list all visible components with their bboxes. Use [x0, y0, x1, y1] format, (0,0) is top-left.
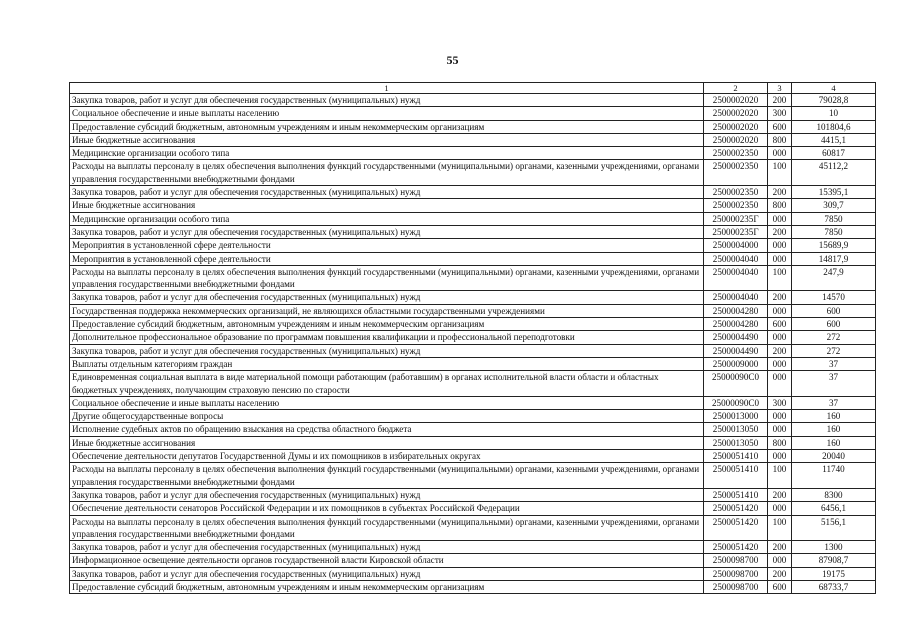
row-amount-cell: 600: [792, 304, 876, 317]
row-code-cell: 25000090С0: [704, 396, 768, 409]
row-vr-cell: 100: [768, 463, 792, 489]
row-amount-cell: 5156,1: [792, 515, 876, 541]
row-vr-cell: 000: [768, 212, 792, 225]
row-vr-cell: 000: [768, 357, 792, 370]
row-name-cell: Закупка товаров, работ и услуг для обеспечения государственных (муниципальных) нужд: [70, 541, 704, 554]
row-code-cell: 250000235Г: [704, 225, 768, 238]
row-vr-cell: 000: [768, 239, 792, 252]
table-row: [70, 304, 876, 317]
table-row: [70, 396, 876, 409]
table-row: [70, 344, 876, 357]
row-code-cell: 2500004040: [704, 265, 768, 291]
table-row: [70, 318, 876, 331]
table-row: [70, 225, 876, 238]
row-vr-cell: 000: [768, 410, 792, 423]
row-code-cell: 2500002020: [704, 120, 768, 133]
row-name-cell: Медицинские организации особого типа: [70, 147, 704, 160]
row-name-cell: Закупка товаров, работ и услуг для обеспечения государственных (муниципальных) нужд: [70, 344, 704, 357]
row-vr-cell: 000: [768, 450, 792, 463]
row-name-cell: Обеспечение деятельности депутатов Государственной Думы и их помощников в избирательных округах: [70, 450, 704, 463]
row-code-cell: 2500051420: [704, 541, 768, 554]
row-amount-cell: 79028,8: [792, 94, 876, 107]
row-name-cell: Выплаты отдельным категориям граждан: [70, 357, 704, 370]
table-row: [70, 436, 876, 449]
row-amount-cell: 272: [792, 331, 876, 344]
row-name-cell: Дополнительное профессиональное образование по программам повышения квалификации и профессиональной переподготовки: [70, 331, 704, 344]
row-code-cell: 2500013050: [704, 436, 768, 449]
row-amount-cell: 160: [792, 423, 876, 436]
row-amount-cell: 7850: [792, 212, 876, 225]
row-amount-cell: 15689,9: [792, 239, 876, 252]
row-amount-cell: 6456,1: [792, 502, 876, 515]
row-amount-cell: 10: [792, 107, 876, 120]
row-amount-cell: 600: [792, 318, 876, 331]
row-name-cell: Расходы на выплаты персоналу в целях обеспечения выполнения функций государственными (муниципальными) органами, казенными учреждениями, органами управления государственными внебюджетными фондами: [70, 515, 704, 541]
row-name-cell: Государственная поддержка некоммерческих организаций, не являющихся областными государственными учреждениями: [70, 304, 704, 317]
row-vr-cell: 100: [768, 515, 792, 541]
table-row: [70, 186, 876, 199]
table-row: [70, 160, 876, 186]
row-name-cell: Мероприятия в установленной сфере деятельности: [70, 252, 704, 265]
row-amount-cell: 37: [792, 357, 876, 370]
row-vr-cell: 000: [768, 331, 792, 344]
table-row: [70, 515, 876, 541]
row-code-cell: 2500098700: [704, 567, 768, 580]
row-amount-cell: 160: [792, 436, 876, 449]
budget-table: [69, 82, 876, 594]
table-row: [70, 357, 876, 370]
table-row: [70, 580, 876, 593]
row-name-cell: Иные бюджетные ассигнования: [70, 199, 704, 212]
row-code-cell: 2500009000: [704, 357, 768, 370]
row-vr-cell: 100: [768, 265, 792, 291]
row-code-cell: 2500004000: [704, 239, 768, 252]
row-code-cell: 2500002020: [704, 107, 768, 120]
row-name-cell: Расходы на выплаты персоналу в целях обеспечения выполнения функций государственными (муниципальными) органами, казенными учреждениями, органами управления государственными внебюджетными фондами: [70, 265, 704, 291]
row-name-cell: Другие общегосударственные вопросы: [70, 410, 704, 423]
row-amount-cell: 101804,6: [792, 120, 876, 133]
header-col-name: 1: [70, 83, 704, 94]
row-code-cell: 2500004280: [704, 304, 768, 317]
row-name-cell: Закупка товаров, работ и услуг для обеспечения государственных (муниципальных) нужд: [70, 567, 704, 580]
table-row: [70, 120, 876, 133]
row-code-cell: 25000090С0: [704, 371, 768, 397]
row-name-cell: Информационное освещение деятельности органов государственной власти Кировской области: [70, 554, 704, 567]
table-row: [70, 107, 876, 120]
table-row: [70, 410, 876, 423]
row-amount-cell: 14817,9: [792, 252, 876, 265]
row-amount-cell: 272: [792, 344, 876, 357]
row-vr-cell: 100: [768, 160, 792, 186]
row-name-cell: Исполнение судебных актов по обращению взыскания на средства областного бюджета: [70, 423, 704, 436]
table-row: [70, 291, 876, 304]
row-amount-cell: 37: [792, 371, 876, 397]
table-row: [70, 423, 876, 436]
table-header-row: [70, 83, 876, 94]
table-row: [70, 331, 876, 344]
row-name-cell: Закупка товаров, работ и услуг для обеспечения государственных (муниципальных) нужд: [70, 225, 704, 238]
row-code-cell: 2500002350: [704, 147, 768, 160]
row-code-cell: 2500051420: [704, 515, 768, 541]
row-name-cell: Закупка товаров, работ и услуг для обеспечения государственных (муниципальных) нужд: [70, 291, 704, 304]
table-row: [70, 133, 876, 146]
row-code-cell: 2500002350: [704, 186, 768, 199]
row-amount-cell: 60817: [792, 147, 876, 160]
row-vr-cell: 800: [768, 133, 792, 146]
table-body: [70, 94, 876, 594]
header-col-amount: 4: [792, 83, 876, 94]
row-vr-cell: 000: [768, 502, 792, 515]
row-name-cell: Предоставление субсидий бюджетным, автономным учреждениям и иным некоммерческим организациям: [70, 318, 704, 331]
row-amount-cell: 7850: [792, 225, 876, 238]
row-vr-cell: 200: [768, 186, 792, 199]
header-col-vr: 3: [768, 83, 792, 94]
row-code-cell: 2500004040: [704, 252, 768, 265]
table-row: [70, 252, 876, 265]
row-vr-cell: 600: [768, 580, 792, 593]
row-name-cell: Закупка товаров, работ и услуг для обеспечения государственных (муниципальных) нужд: [70, 94, 704, 107]
table-row: [70, 554, 876, 567]
row-amount-cell: 15395,1: [792, 186, 876, 199]
row-code-cell: 250000235Г: [704, 212, 768, 225]
row-name-cell: Единовременная социальная выплата в виде материальной помощи работающим (работавшим) в органах исполнительной власти области и областных бюджетных учреждениях, получающим страховую пенсию по старости: [70, 371, 704, 397]
table-row: [70, 567, 876, 580]
row-name-cell: Иные бюджетные ассигнования: [70, 133, 704, 146]
row-vr-cell: 000: [768, 147, 792, 160]
row-code-cell: 2500098700: [704, 554, 768, 567]
row-vr-cell: 200: [768, 291, 792, 304]
row-vr-cell: 200: [768, 225, 792, 238]
table-row: [70, 239, 876, 252]
row-code-cell: 2500004490: [704, 344, 768, 357]
table-row: [70, 371, 876, 397]
row-name-cell: Расходы на выплаты персоналу в целях обеспечения выполнения функций государственными (муниципальными) органами, казенными учреждениями, органами управления государственными внебюджетными фондами: [70, 160, 704, 186]
table-row: [70, 488, 876, 501]
row-name-cell: Медицинские организации особого типа: [70, 212, 704, 225]
row-name-cell: Предоставление субсидий бюджетным, автономным учреждениям и иным некоммерческим организациям: [70, 120, 704, 133]
row-amount-cell: 4415,1: [792, 133, 876, 146]
table-row: [70, 94, 876, 107]
table-row: [70, 147, 876, 160]
row-amount-cell: 8300: [792, 488, 876, 501]
row-code-cell: 2500098700: [704, 580, 768, 593]
row-vr-cell: 200: [768, 94, 792, 107]
row-vr-cell: 800: [768, 436, 792, 449]
row-name-cell: Иные бюджетные ассигнования: [70, 436, 704, 449]
table-row: [70, 450, 876, 463]
row-vr-cell: 300: [768, 107, 792, 120]
row-amount-cell: 68733,7: [792, 580, 876, 593]
table-row: [70, 541, 876, 554]
table-row: [70, 212, 876, 225]
row-amount-cell: 19175: [792, 567, 876, 580]
row-code-cell: 2500002020: [704, 94, 768, 107]
row-vr-cell: 300: [768, 396, 792, 409]
row-vr-cell: 000: [768, 304, 792, 317]
row-amount-cell: 247,9: [792, 265, 876, 291]
row-vr-cell: 600: [768, 318, 792, 331]
row-code-cell: 2500002350: [704, 199, 768, 212]
row-name-cell: Социальное обеспечение и иные выплаты населению: [70, 396, 704, 409]
row-vr-cell: 000: [768, 252, 792, 265]
row-amount-cell: 87908,7: [792, 554, 876, 567]
table-row: [70, 502, 876, 515]
row-code-cell: 2500004040: [704, 291, 768, 304]
row-amount-cell: 20040: [792, 450, 876, 463]
row-vr-cell: 200: [768, 488, 792, 501]
row-name-cell: Расходы на выплаты персоналу в целях обеспечения выполнения функций государственными (муниципальными) органами, казенными учреждениями, органами управления государственными внебюджетными фондами: [70, 463, 704, 489]
row-code-cell: 2500002020: [704, 133, 768, 146]
row-code-cell: 2500051410: [704, 450, 768, 463]
row-name-cell: Обеспечение деятельности сенаторов Российской Федерации и их помощников в субъектах Российской Федерации: [70, 502, 704, 515]
row-code-cell: 2500013050: [704, 423, 768, 436]
row-code-cell: 2500051410: [704, 488, 768, 501]
row-amount-cell: 160: [792, 410, 876, 423]
table-row: [70, 463, 876, 489]
header-col-code: 2: [704, 83, 768, 94]
row-name-cell: Мероприятия в установленной сфере деятельности: [70, 239, 704, 252]
page-number: 55: [446, 53, 459, 67]
row-code-cell: 2500051420: [704, 502, 768, 515]
row-amount-cell: 37: [792, 396, 876, 409]
row-amount-cell: 1300: [792, 541, 876, 554]
row-amount-cell: 14570: [792, 291, 876, 304]
row-amount-cell: 45112,2: [792, 160, 876, 186]
row-vr-cell: 000: [768, 423, 792, 436]
row-vr-cell: 200: [768, 344, 792, 357]
row-name-cell: Закупка товаров, работ и услуг для обеспечения государственных (муниципальных) нужд: [70, 488, 704, 501]
table-row: [70, 265, 876, 291]
row-name-cell: Предоставление субсидий бюджетным, автономным учреждениям и иным некоммерческим организациям: [70, 580, 704, 593]
row-code-cell: 2500004490: [704, 331, 768, 344]
row-code-cell: 2500004280: [704, 318, 768, 331]
row-vr-cell: 200: [768, 541, 792, 554]
row-name-cell: Социальное обеспечение и иные выплаты населению: [70, 107, 704, 120]
row-vr-cell: 200: [768, 567, 792, 580]
row-code-cell: 2500051410: [704, 463, 768, 489]
row-vr-cell: 000: [768, 371, 792, 397]
table-row: [70, 199, 876, 212]
row-vr-cell: 800: [768, 199, 792, 212]
row-code-cell: 2500013000: [704, 410, 768, 423]
row-name-cell: Закупка товаров, работ и услуг для обеспечения государственных (муниципальных) нужд: [70, 186, 704, 199]
row-amount-cell: 309,7: [792, 199, 876, 212]
row-vr-cell: 600: [768, 120, 792, 133]
row-vr-cell: 000: [768, 554, 792, 567]
row-code-cell: 2500002350: [704, 160, 768, 186]
row-amount-cell: 11740: [792, 463, 876, 489]
